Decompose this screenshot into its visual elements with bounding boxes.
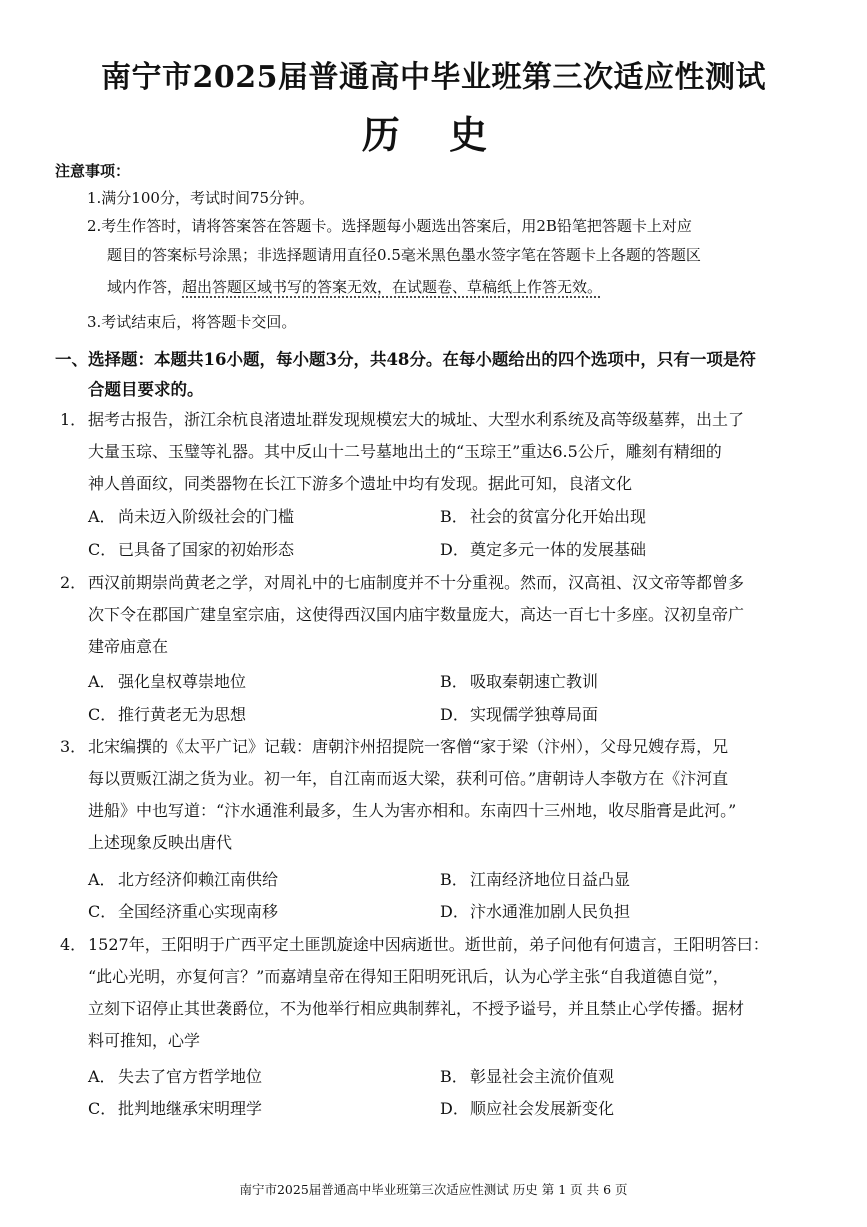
note-item-2-cont: 题目的答案标号涂黑；非选择题请用直径0.5毫米黑色墨水签字笔在答题卡上各题的答题区 [107, 246, 701, 264]
question-line: 据考古报告，浙江余杭良渚遗址群发现规模宏大的城址、大型水利系统及高等级墓葬，出土了 [88, 410, 745, 429]
question-number: 4． [60, 935, 87, 954]
question-line: 西汉前期崇尚黄老之学，对周礼中的七庙制度并不十分重视。然而，汉高祖、汉文帝等都曾多 [88, 573, 745, 592]
question-2 [60, 567, 830, 663]
question-3 [60, 731, 830, 859]
exam-title: 南宁市2025届普通高中毕业班第三次适应性测试 [101, 60, 766, 95]
notes-heading: 注意事项： [55, 162, 131, 180]
option-1c[interactable]: C． 已具备了国家的初始形态 [88, 540, 295, 559]
section-heading [55, 345, 835, 405]
subject-title: 历 史 [361, 112, 506, 157]
option-2c[interactable]: C． 推行黄老无为思想 [88, 705, 247, 724]
question-line: 料可推知，心学 [88, 1031, 201, 1050]
question-line: 北宋编撰的《太平广记》记载：唐朝汴州招提院一客僧“家于梁（汴州），父母兄嫂存焉，兄 [88, 737, 729, 756]
option-2d[interactable]: D．实现儒学独尊局面 [440, 705, 599, 724]
question-line: “此心光明，亦复何言？”而嘉靖皇帝在得知王阳明死讯后，认为心学主张“自我道德自觉”， [88, 967, 729, 986]
question-line: 上述现象反映出唐代 [88, 833, 233, 852]
option-1a[interactable]: A． 尚未迈入阶级社会的门槛 [88, 507, 295, 526]
question-line: 每以贾贩江湖之货为业。初一年，自江南而返大梁，获利可倍。”唐朝诗人李敬方在《汴河直 [88, 769, 729, 788]
question-line: 立刻下诏停止其世袭爵位，不为他举行相应典制葬礼，不授予谥号，并且禁止心学传播。据材 [88, 999, 745, 1018]
question-number: 1． [60, 410, 87, 429]
question-line: 进船》中也写道：“汴水通淮利最多，生人为害亦相和。东南四十三州地，收尽脂膏是此河。” [88, 801, 737, 820]
note-item-1: 1.满分100分，考试时间75分钟。 [87, 189, 315, 207]
option-4b[interactable]: B． 彰显社会主流价值观 [440, 1067, 615, 1086]
option-2a[interactable]: A． 强化皇权尊崇地位 [88, 672, 247, 691]
question-line: 建帝庙意在 [88, 637, 169, 656]
option-3a[interactable]: A． 北方经济仰赖江南供给 [88, 870, 279, 889]
option-4c[interactable]: C． 批判地继承宋明理学 [88, 1099, 263, 1118]
question-4 [60, 929, 830, 1057]
section-line-1: 一、选择题：本题共16小题，每小题3分，共48分。在每小题给出的四个选项中，只有一项是符 [55, 350, 756, 369]
question-line: 神人兽面纹，同类器物在长江下游多个遗址中均有发现。据此可知，良渚文化 [88, 474, 633, 493]
question-line: 大量玉琮、玉璧等礼器。其中反山十二号墓地出土的“玉琮王”重达6.5公斤，雕刻有精细的 [88, 442, 722, 461]
note-item-3: 3.考试结束后，将答题卡交回。 [87, 313, 297, 331]
option-3d[interactable]: D．汴水通淮加剧人民负担 [440, 902, 631, 921]
note-text-emphasis: 超出答题区域书写的答案无效，在试题卷、草稿纸上作答无效。 [182, 278, 603, 296]
question-line: 1527年，王阳明于广西平定土匪凯旋途中因病逝世。逝世前，弟子问他有何遗言，王阳明答曰： [88, 935, 769, 954]
page-footer: 南宁市2025届普通高中毕业班第三次适应性测试 历史 第 1 页 共 6 页 [239, 1182, 628, 1197]
option-3b[interactable]: B． 江南经济地位日益凸显 [440, 870, 631, 889]
option-1b[interactable]: B． 社会的贫富分化开始出现 [440, 507, 647, 526]
option-4d[interactable]: D．顺应社会发展新变化 [440, 1099, 615, 1118]
question-line: 次下令在郡国广建皇室宗庙，这使得西汉国内庙宇数量庞大，高达一百七十多座。汉初皇帝广 [88, 605, 745, 624]
option-3c[interactable]: C． 全国经济重心实现南移 [88, 902, 279, 921]
note-item-2: 2.考生作答时，请将答案答在答题卡。选择题每小题选出答案后，用2B铅笔把答题卡上对应 [87, 217, 692, 235]
option-4a[interactable]: A． 失去了官方哲学地位 [88, 1067, 263, 1086]
question-1 [60, 404, 830, 500]
note-text-a: 域内作答， [107, 278, 183, 296]
question-number: 3． [60, 737, 87, 756]
option-1d[interactable]: D．奠定多元一体的发展基础 [440, 540, 647, 559]
section-line-2: 合题目要求的。 [88, 380, 204, 399]
option-2b[interactable]: B． 吸取秦朝速亡教训 [440, 672, 599, 691]
note-item-2-cont2 [107, 277, 867, 297]
question-number: 2． [60, 573, 87, 592]
